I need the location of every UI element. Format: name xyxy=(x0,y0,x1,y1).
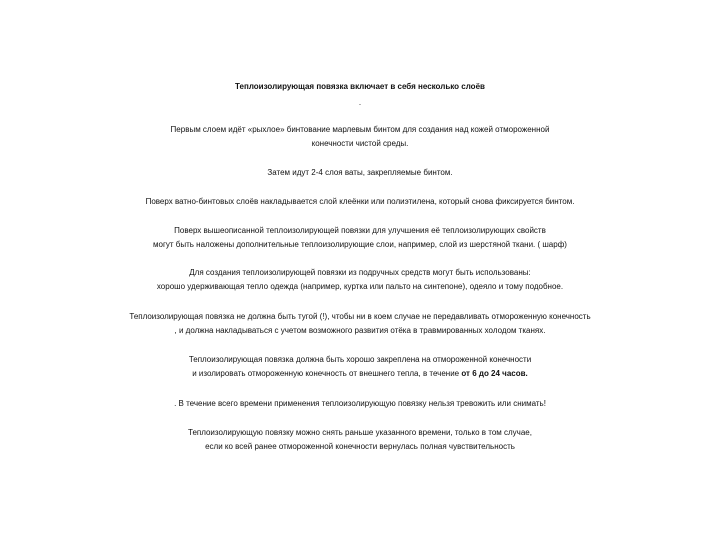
paragraph-6-line-2: , и должна накладываться с учетом возможного развития отёка в травмированных холодом тканях. xyxy=(174,326,546,335)
title-dot: . xyxy=(358,98,362,107)
paragraph-9-line-1: Теплоизолирующую повязку можно снять раньше указанного времени, только в том случае, xyxy=(188,428,532,437)
paragraph-5-line-2: хорошо удерживающая тепло одежда (например, куртка или пальто на синтепоне), одеяло и тому подобное. xyxy=(156,282,564,291)
paragraph-4-line-1: Поверх вышеописанной теплоизолирующей повязки для улучшения её теплоизолирующих свойств xyxy=(174,226,546,235)
paragraph-1-line-2: конечности чистой среды. xyxy=(311,139,409,148)
paragraph-7-line-2-text: и изолировать отмороженную конечность от внешнего тепла, в течение xyxy=(192,369,462,378)
paragraph-9-line-2: если ко всей ранее отмороженной конечности вернулась полная чувствительность xyxy=(205,442,515,451)
paragraph-4-line-2: могут быть наложены дополнительные теплоизолирующие слои, например, слой из шерстяной ткани. ( шарф) xyxy=(153,240,567,249)
paragraph-6-line-1: Теплоизолирующая повязка не должна быть тугой (!), чтобы ни в коем случае не передавливать отмороженную конечность xyxy=(129,312,591,321)
paragraph-3-line-1: Поверх ватно-бинтовых слоёв накладывается слой клеёнки или полиэтилена, который снова фиксируется бинтом. xyxy=(145,197,575,206)
paragraph-2-line-1: Затем идут 2-4 слоя ваты, закрепляемые бинтом. xyxy=(267,168,453,177)
slide-title: Теплоизолирующая повязка включает в себя несколько слоёв xyxy=(235,82,485,91)
paragraph-7-duration: от 6 до 24 часов. xyxy=(461,369,528,378)
paragraph-7-line-1: Теплоизолирующая повязка должна быть хорошо закреплена на отмороженной конечности xyxy=(188,355,532,364)
paragraph-1-line-1: Первым слоем идёт «рыхлое» бинтование марлевым бинтом для создания над кожей отмороженной xyxy=(170,125,550,134)
paragraph-5-line-1: Для создания теплоизолирующей повязки из подручных средств могут быть использованы: xyxy=(189,268,531,277)
paragraph-8-line-1: . В течение всего времени применения теплоизолирующую повязку нельзя тревожить или снимать! xyxy=(174,399,546,408)
paragraph-7-line-2 xyxy=(0,367,720,381)
